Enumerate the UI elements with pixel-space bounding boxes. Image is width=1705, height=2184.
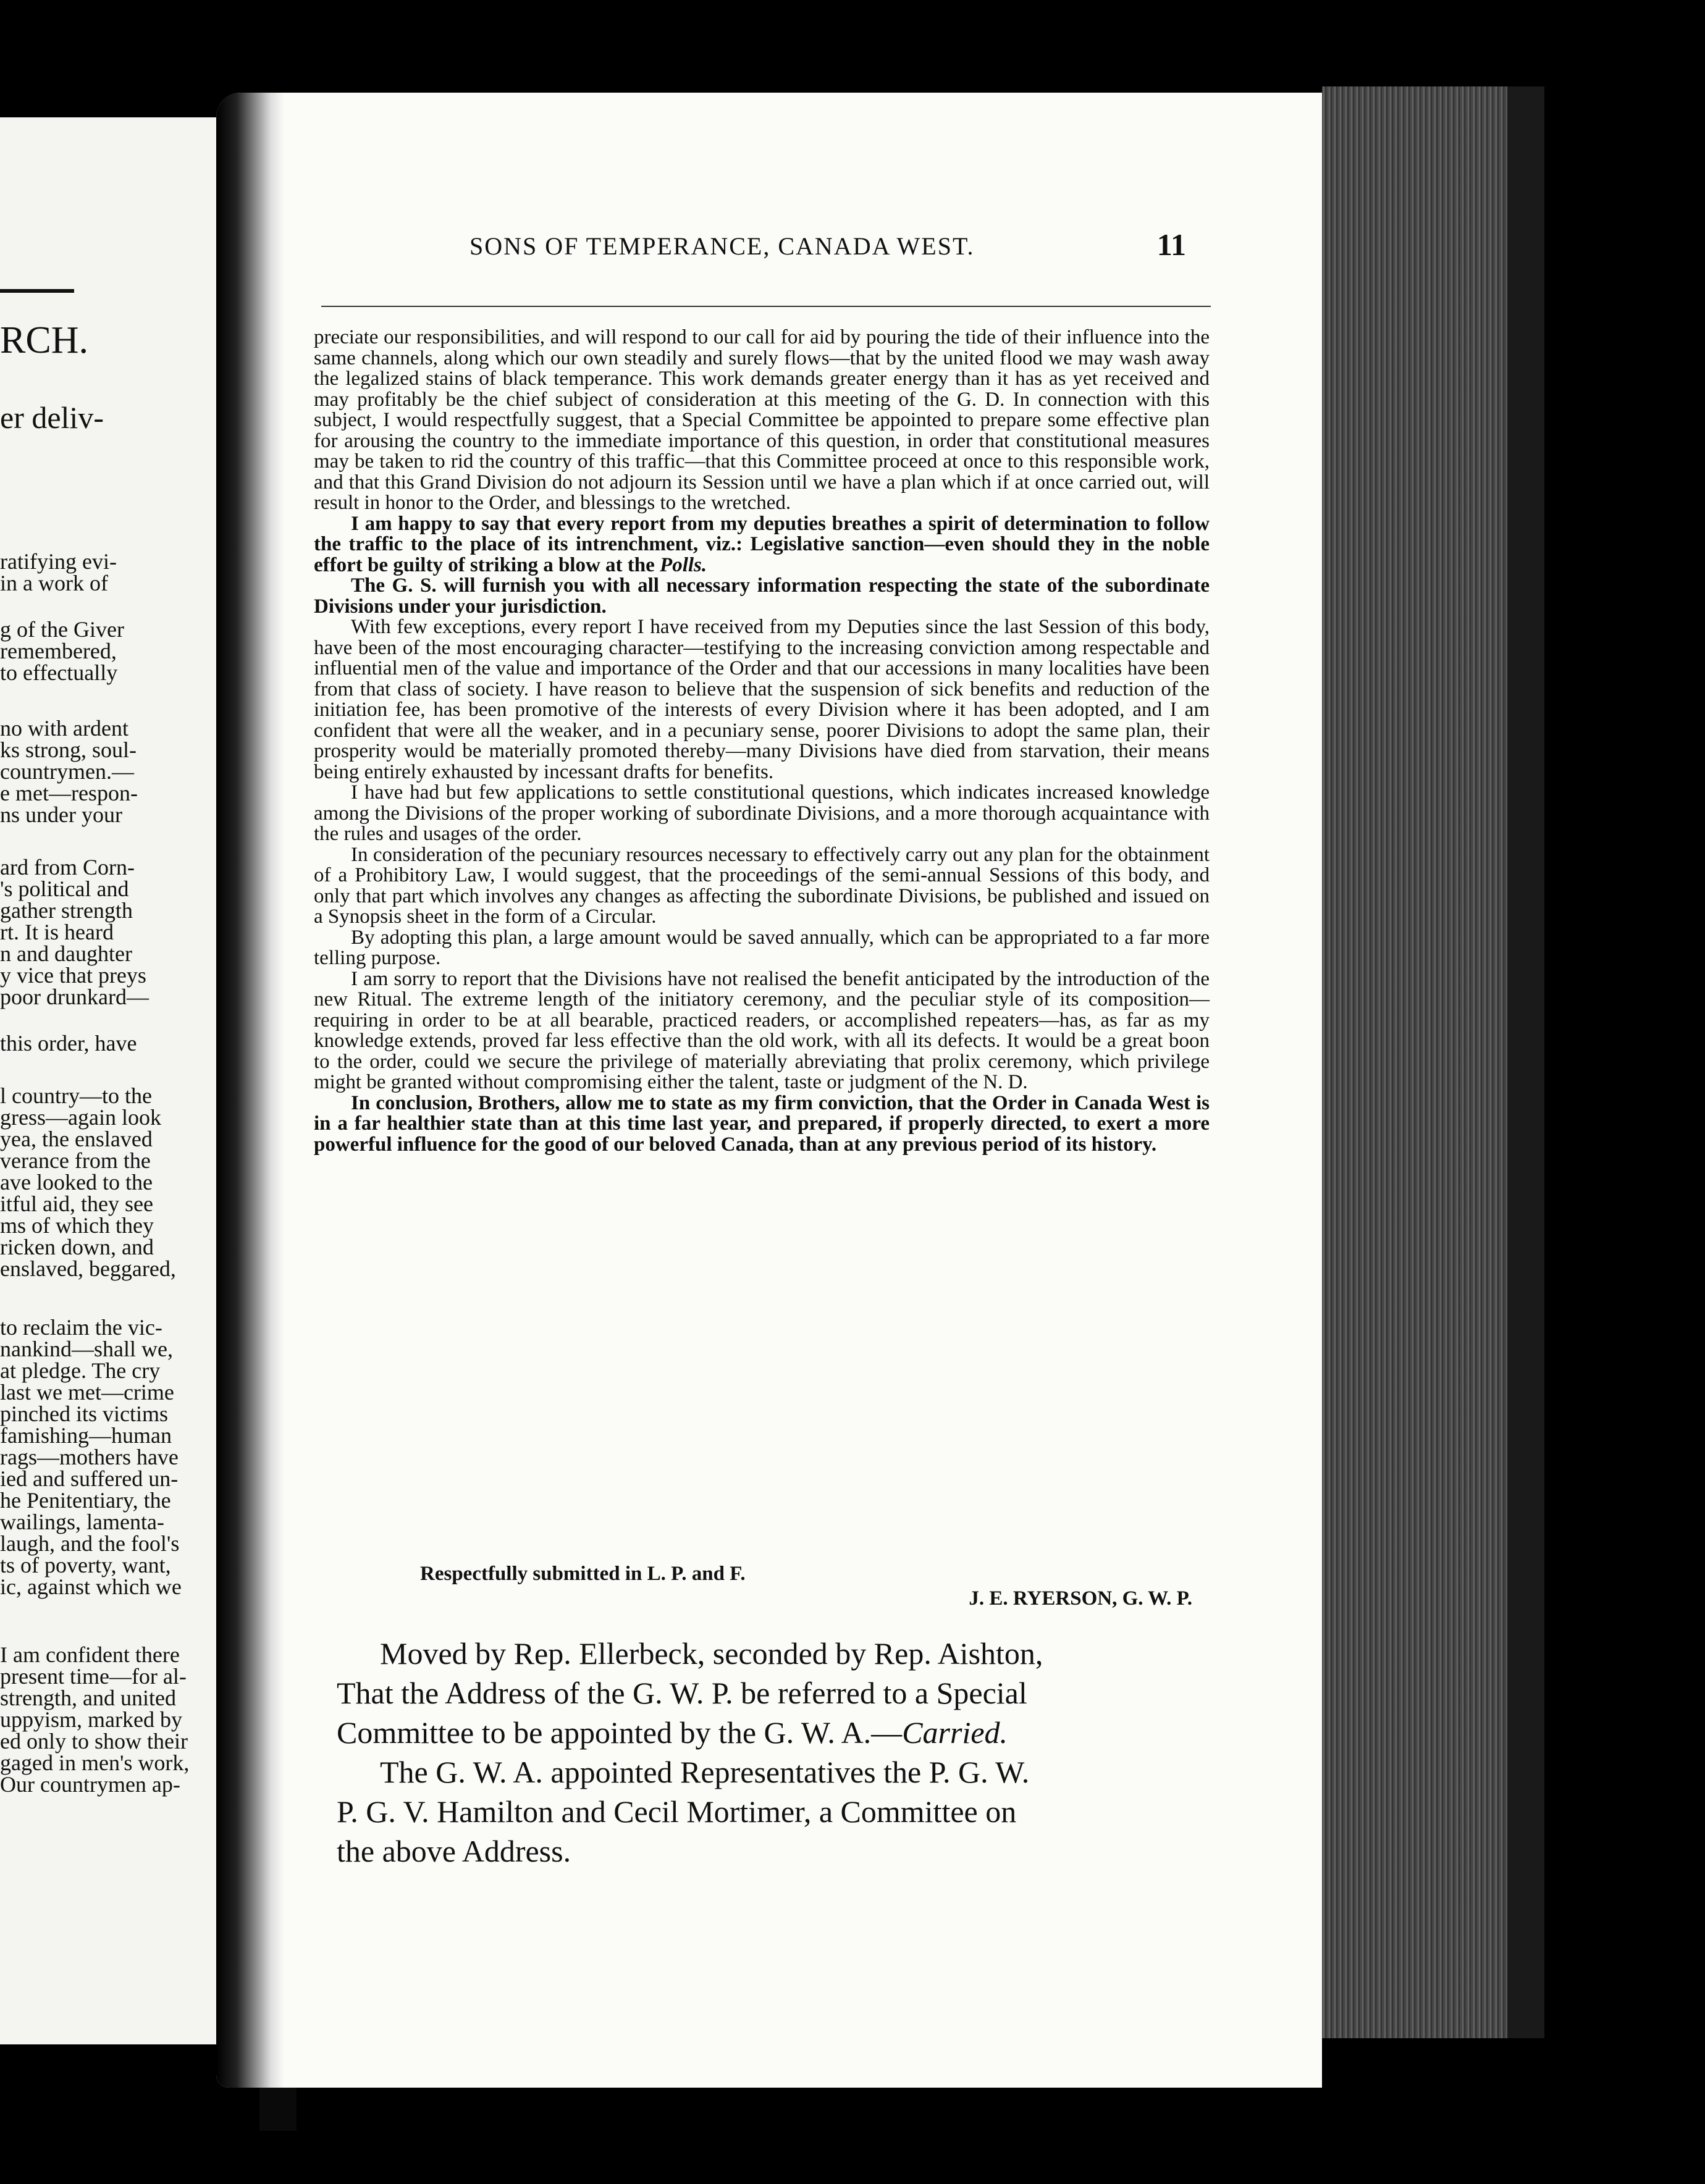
left-page-line: y vice that preys (0, 963, 146, 988)
left-page-line: uppyism, marked by (0, 1707, 182, 1732)
paragraph: With few exceptions, every report I have received from my Deputies since the last Session of this body, have been of the most encouraging character—testifying to the increasing conviction among respectable and influential men of the value and importance of the Order and that our accessions in many localities have been from that class of society. I have reason to believe that the suspension of sick benefits and reduction of the initiation fee, has been promotive of the interests of every Division where it has been adopted, and I am confident that were all the weaker, and in a pecuniary sense, poorer Divisions to adopt the same plan, their prosperity would be materially promoted thereby—many Divisions have died from starvation, their means being entirely exhausted by incessant drafts for benefits. (314, 616, 1210, 783)
left-page-line: to effectually (0, 660, 118, 685)
left-page-line: last we met—crime (0, 1380, 174, 1405)
signature-block (420, 1563, 1223, 1618)
paragraph-text: I am happy to say that every report from my deputies breathes a spirit of determination to follow the traffic to the place of its intrenchment, viz.: Legislative sanction—even should they in the noble effort be guilty of striking a blow at the (314, 512, 1210, 576)
motion-text-part: Committee to be appointed by the G. W. A.— (337, 1715, 903, 1750)
left-page-line: enslaved, beggared, (0, 1256, 176, 1281)
left-page-line: Our countrymen ap- (0, 1772, 180, 1797)
left-page-line: gaged in men's work, (0, 1750, 190, 1775)
left-page-line: remembered, (0, 639, 117, 663)
left-page-line: wailings, lamenta- (0, 1510, 164, 1534)
paragraph: By adopting this plan, a large amount would be saved annually, which can be appropriated to a far more telling purpose. (314, 926, 1210, 969)
motion-line: the above Address. (337, 1834, 571, 1868)
header-rule (321, 306, 1211, 307)
paragraph-text: The G. S. will furnish you with all necessary information respecting the state of the subordinate Divisions under your jurisdiction. (314, 574, 1210, 618)
left-page-line: ks strong, soul- (0, 737, 137, 762)
left-page-rule (0, 289, 74, 293)
report-body (314, 327, 1210, 1155)
left-page-line: 's political and (0, 876, 129, 901)
left-page-line: laugh, and the fool's (0, 1531, 180, 1556)
left-page-line: n and daughter (0, 941, 132, 966)
page-number: 11 (1156, 227, 1186, 262)
left-page-line: famishing—human (0, 1423, 172, 1448)
motion-text (337, 1634, 1214, 1871)
left-page-line: in a work of (0, 571, 108, 595)
paragraph (314, 514, 1210, 576)
running-head: SONS OF TEMPERANCE, CANADA WEST. (469, 232, 975, 260)
left-page-line: no with ardent (0, 716, 128, 741)
left-page-line: ed only to show their (0, 1729, 188, 1754)
motion-line: Moved by Rep. Ellerbeck, seconded by Rep. Aishton, (380, 1636, 1043, 1671)
italic-word: Polls. (660, 553, 707, 576)
left-page-line: ave looked to the (0, 1170, 153, 1195)
paragraph: I have had but few applications to settle constitutional questions, which indicates increased knowledge among the Divisions of the proper working of subordinate Divisions, and a more thorough acquaintance with the rules and usages of the order. (314, 781, 1210, 845)
left-page-line: l country—to the (0, 1083, 152, 1108)
left-page-line: gress—again look (0, 1105, 161, 1130)
motion-line (337, 1713, 1214, 1752)
left-page-line: ied and suffered un- (0, 1466, 179, 1491)
left-page-line: ts of poverty, want, (0, 1553, 171, 1577)
left-page-line: ard from Corn- (0, 855, 135, 880)
closing-line: Respectfully submitted in L. P. and F. (420, 1563, 746, 1585)
left-page-line: nankind—shall we, (0, 1337, 173, 1361)
left-page-line: present time—for al- (0, 1664, 187, 1689)
left-page-line: ns under your (0, 802, 122, 827)
motion-line: The G. W. A. appointed Representatives the P. G. W. (380, 1755, 1030, 1789)
paragraph: preciate our responsibilities, and will respond to our call for aid by pouring the tide of their influence into the same channels, along which our own steadily and surely flows—that by the united flood we may wash away the legalized stains of black temperance. This work demands greater energy than it has as yet received and may profitably be the chief subject of consideration at this meeting of the G. D. In connection with this subject, I would respectfully suggest, that a Special Committee be appointed to prepare some effective plan for arousing the country to the immediate importance of this question, in order that constitutional measures may be taken to rid the country of this traffic—that this Committee proceed at once to this responsible work, and that this Grand Division do not adjourn its Session until we have a plan which if at once carried out, will result in honor to the Order, and blessings to the wretched. (314, 326, 1210, 514)
left-page-line: er deliv- (0, 400, 104, 435)
left-page-line: rt. It is heard (0, 920, 114, 944)
left-page-line: ic, against which we (0, 1574, 182, 1599)
left-page-line: g of the Giver (0, 617, 124, 642)
left-page-line: poor drunkard— (0, 985, 149, 1009)
motion-line: P. G. V. Hamilton and Cecil Mortimer, a Committee on (337, 1794, 1017, 1829)
left-page-line: I am confident there (0, 1642, 180, 1667)
paragraph (314, 576, 1210, 617)
left-page-line: at pledge. The cry (0, 1358, 161, 1383)
motion-line: That the Address of the G. W. P. be referred to a Special (337, 1676, 1027, 1710)
page-header (469, 227, 1198, 269)
left-page-line: ms of which they (0, 1213, 154, 1238)
left-page-line: he Penitentiary, the (0, 1488, 171, 1513)
left-page-line: e met—respon- (0, 781, 138, 805)
left-page-line: ricken down, and (0, 1235, 154, 1259)
left-page-line: strength, and united (0, 1686, 176, 1710)
left-page-line: itful aid, they see (0, 1191, 153, 1216)
paragraph: In conclusion, Brothers, allow me to state as my firm conviction, that the Order in Canada West is in a far healthier state than at this time last year, and prepared, if properly directed, to exert a more powerful influence for the good of our beloved Canada, than at any previous period of its history. (314, 1091, 1210, 1156)
signatory-name: J. E. RYERSON, G. W. P. (969, 1587, 1192, 1610)
left-page-line: gather strength (0, 898, 133, 923)
left-page-line: verance from the (0, 1148, 151, 1173)
page-edges (1322, 86, 1544, 2038)
carried-label: Carried. (902, 1715, 1008, 1750)
left-page-line: ratifying evi- (0, 549, 117, 574)
paragraph: I am sorry to report that the Divisions have not realised the benefit anticipated by the introduction of the new Ritual. The extreme length of the initiatory ceremony, and the peculiar style of its composition—requiring in order to be at all bearable, practiced readers, or accomplished repeaters—has, as far as my knowledge extends, proved far less effective than the old work, with all its defects. It would be a great boon to the order, could we secure the privilege of materially abreviating that prolix ceremony, which privilege might be granted without compromising either the talent, taste or judgment of the N. D. (314, 967, 1210, 1093)
left-page-line: countrymen.— (0, 759, 134, 784)
paragraph: In consideration of the pecuniary resources necessary to effectively carry out any plan for the obtainment of a Prohibitory Law, I would suggest, that the proceedings of the semi-annual Sessions of this body, and only that part which involves any changes as affecting the subordinate Divisions, be published and issued on a Synopsis sheet in the form of a Circular. (314, 843, 1210, 928)
left-page-line: to reclaim the vic- (0, 1315, 162, 1340)
left-page-line: rags—mothers have (0, 1445, 179, 1469)
left-page-line: yea, the enslaved (0, 1127, 153, 1151)
left-page-line: this order, have (0, 1031, 137, 1056)
left-page-line: RCH. (0, 319, 88, 361)
left-page-line: pinched its victims (0, 1401, 168, 1426)
